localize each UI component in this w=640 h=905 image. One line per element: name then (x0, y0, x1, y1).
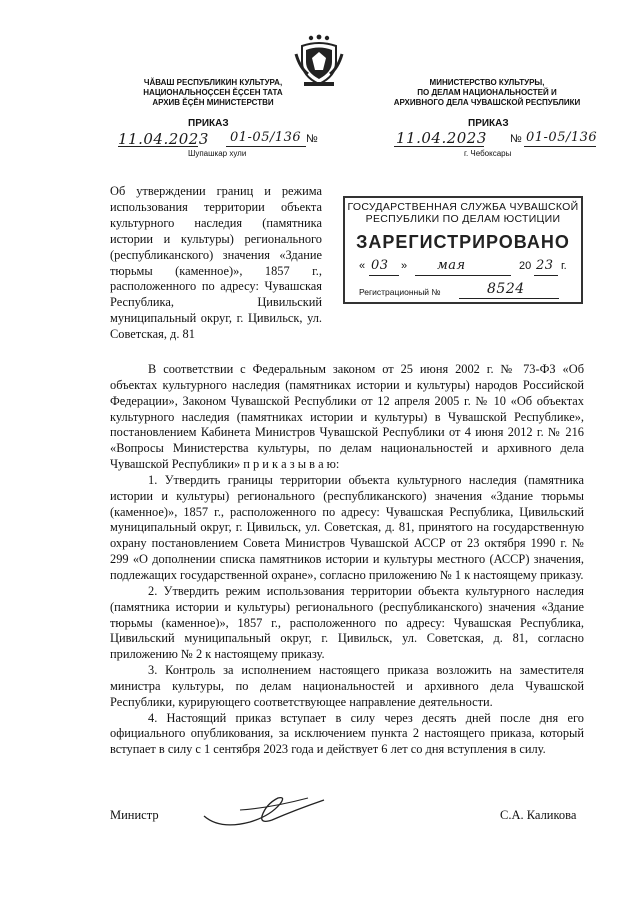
order-number-left: 01-05/136 (230, 130, 302, 145)
item-4-paragraph: 4. Настоящий приказ вступает в силу через десять дней после дня его официального опубликования, за исключением пункта 2 настоящего приказа, который вступает в силу с 1 сентября 2023 года и действует 6 лет со дня вступления в силу. (110, 710, 584, 757)
order-subject: Об утверждении границ и режима использования территории объекта культурного наследия (памятника истории и культуры) регионального (республиканского) значения «Здание тюрьмы (каменное)», 1857 г., расположенного по адресу: Чувашская Республика, Цивильский муниципальный округ, г. Цивильск, ул. Советская, д. 81 (110, 184, 322, 342)
order-date-left: 11.04.2023 (118, 130, 209, 148)
ministry-name-russian (372, 78, 602, 108)
stamp-day: 03 (371, 258, 389, 273)
order-number-right: 01-05/136 (526, 130, 598, 145)
header-right-line-3: АРХИВНОГО ДЕЛА ЧУВАШСКОЙ РЕСПУБЛИКИ (393, 98, 581, 107)
stamp-registered: ЗАРЕГИСТРИРОВАНО (356, 232, 570, 252)
ministry-name-chuvash (118, 78, 308, 108)
preamble-paragraph: В соответствии с Федеральным законом от 25 июня 2002 г. № 73-ФЗ «Об объектах культурного наследия (памятниках истории и культуры) народов Российской Федерации», Законом Чувашской Республики от 12 апреля 2005 г. № 10 «Об объектах культурного наследия (памятниках истории и культуры) в Чувашской Республике», постановлением Кабинета Министров Чувашской Республики от 4 июня 2012 г. № 216 «Вопросы Министерства культуры, по делам национальностей и архивного дела Чувашской Республики» п р и к а з ы в а ю: (110, 362, 584, 472)
header-left-line-3: АРХИВ ĔÇĔН МИНИСТЕРСТВИ (152, 98, 274, 107)
header-right-line-1: МИНИСТЕРСТВО КУЛЬТУРЫ, (429, 78, 545, 87)
order-date-right: 11.04.2023 (396, 129, 487, 147)
number-sign-left: № (306, 133, 318, 145)
header-left-line-2: НАЦИОНАЛЬНОÇСЕН ĔÇСЕН ТАТА (143, 88, 283, 97)
stamp-line-1: ГОСУДАРСТВЕННАЯ СЛУЖБА ЧУВАШСКОЙ (347, 201, 579, 213)
header-left-line-1: ЧĂВАШ РЕСПУБЛИКИН КУЛЬТУРА, (143, 78, 283, 87)
stamp-line-2: РЕСПУБЛИКИ ПО ДЕЛАМ ЮСТИЦИИ (365, 213, 561, 225)
stamp-year-suffix: 23 (536, 258, 554, 273)
stamp-year-unit: г. (561, 260, 567, 272)
item-3-paragraph: 3. Контроль за исполнением настоящего приказа возложить на заместителя министра культуры, по делам национальностей и архивного дела Чувашской Республики, курирующего соответствующее направление деятельности. (110, 663, 584, 709)
signatory-position: Министр (110, 808, 159, 822)
header-right-line-2: ПО ДЕЛАМ НАЦИОНАЛЬНОСТЕЙ И (417, 88, 557, 97)
order-title-left: ПРИКАЗ (188, 118, 229, 129)
stamp-date-row (359, 260, 575, 278)
stamp-month: мая (437, 258, 466, 273)
handwritten-signature (200, 786, 330, 834)
number-sign-right: № (510, 133, 522, 145)
stamp-quote-close: » (401, 260, 408, 272)
city-russian: г. Чебоксары (464, 149, 512, 158)
city-chuvash: Шупашкар хули (188, 149, 247, 158)
signatory-name: С.А. Каликова (500, 808, 577, 822)
item-1-paragraph: 1. Утвердить границы территории объекта культурного наследия (памятника истории и культуры) регионального (республиканского) значения «Здание тюрьмы (каменное)», 1857 г., расположенного по адресу: Чувашская Республика, Цивильский муниципальный округ, г. Цивильск, ул. Советская, д. 81, принятого на государственную охрану постановлением Совета Министров Чувашской АССР от 23 октября 1990 г. № 299 «О дополнении списка памятников истории и культуры местного (АССР) значения, подлежащих государственной охране», согласно приложению № 1 к настоящему приказу. (110, 472, 584, 582)
stamp-reg-label: Регистрационный № (359, 287, 441, 297)
stamp-year-prefix: 20 (519, 260, 532, 272)
registration-stamp (343, 196, 583, 304)
stamp-registration-number-row (359, 281, 575, 300)
item-2-paragraph: 2. Утвердить режим использования территории объекта культурного наследия (памятника истории и культуры) регионального (республиканского) значения «Здание тюрьмы (каменное)», 1857 г., расположенного по адресу: Чувашская Республика, Цивильский муниципальный округ, г. Цивильск, ул. Советская, д. 81, согласно приложению № 2 к настоящему приказу. (110, 583, 584, 662)
order-title-right: ПРИКАЗ (468, 118, 509, 129)
order-body (110, 362, 584, 758)
stamp-quote-open: « (359, 260, 366, 272)
stamp-reg-number: 8524 (487, 281, 525, 297)
